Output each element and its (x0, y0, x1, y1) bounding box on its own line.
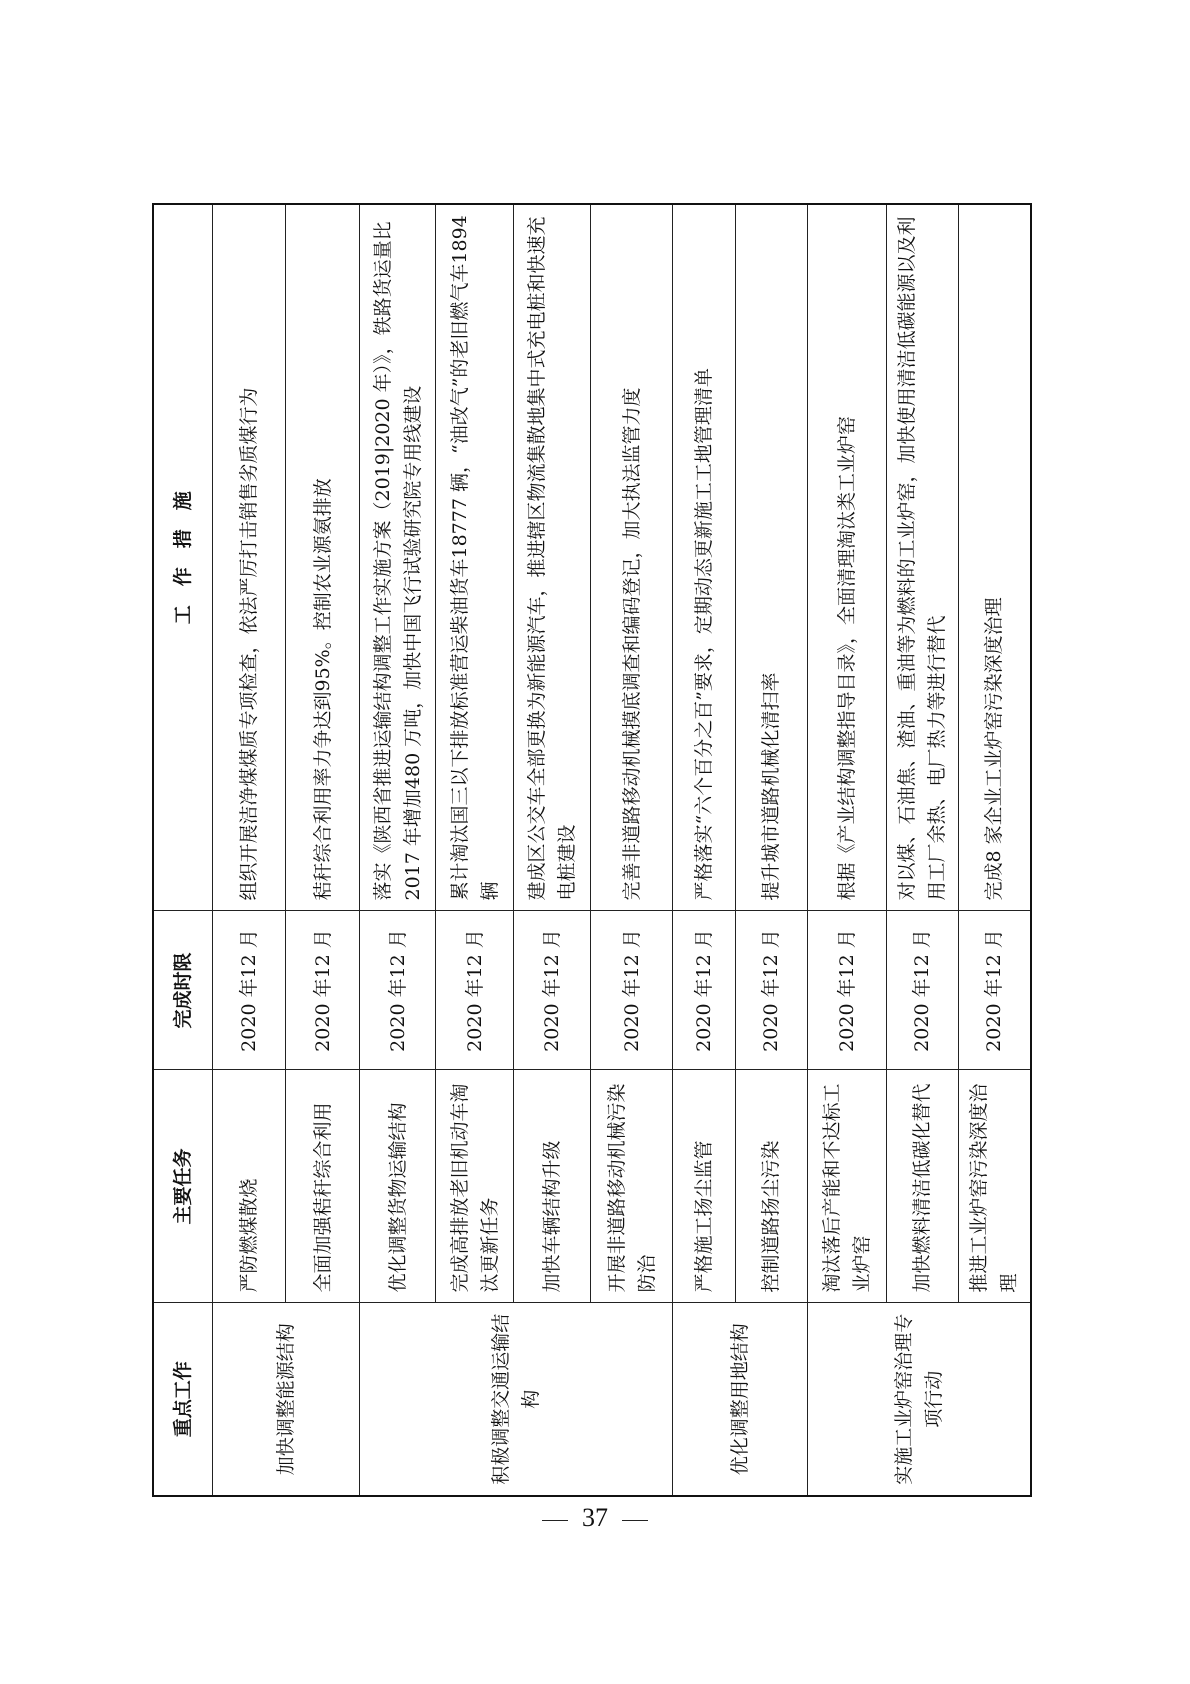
page-number-dash-left (542, 1520, 568, 1521)
measure-cell: 落实《陕西省推进运输结构调整工作实施方案（2019|2020 年）》，铁路货运量比2017 年增加480 万吨，加快中国飞行试验研究院专用线建设 (360, 204, 436, 911)
measure-cell: 完成8 家企业工业炉窑污染深度治理 (958, 204, 1031, 911)
task-cell: 严格施工扬尘监管 (672, 1070, 735, 1303)
task-cell: 严防燃煤散烧 (212, 1070, 286, 1303)
group-land-use-structure: 优化调整用地结构 (672, 1303, 807, 1496)
table-row (886, 204, 958, 1496)
table-row (212, 204, 286, 1496)
table-row (360, 204, 436, 1496)
table-row (514, 204, 591, 1496)
deadline-cell: 2020 年12 月 (807, 911, 886, 1070)
task-cell: 优化调整货物运输结构 (360, 1070, 436, 1303)
work-plan-table (152, 203, 1032, 1497)
measure-cell: 累计淘汰国三以下排放标准营运柴油货车18777 辆，“油改气”的老旧燃气车1894 辆 (436, 204, 514, 911)
deadline-cell: 2020 年12 月 (436, 911, 514, 1070)
table-row (735, 204, 807, 1496)
measure-cell: 对以煤、石油焦、渣油、重油等为燃料的工业炉窑，加快使用清洁低碳能源以及利用工厂余热、电厂热力等进行替代 (886, 204, 958, 911)
deadline-cell: 2020 年12 月 (514, 911, 591, 1070)
task-cell: 完成高排放老旧机动车淘汰更新任务 (436, 1070, 514, 1303)
task-cell: 全面加强秸秆综合利用 (286, 1070, 360, 1303)
rotated-table-wrapper (152, 205, 1032, 1497)
deadline-cell: 2020 年12 月 (672, 911, 735, 1070)
deadline-cell: 2020 年12 月 (886, 911, 958, 1070)
task-cell: 淘汰落后产能和不达标工业炉窑 (807, 1070, 886, 1303)
measure-cell: 完善非道路移动机械摸底调查和编码登记，加大执法监管力度 (591, 204, 672, 911)
table-row (436, 204, 514, 1496)
task-cell: 控制道路扬尘污染 (735, 1070, 807, 1303)
header-measures: 工 作 措 施 (153, 204, 212, 911)
group-industrial-kiln: 实施工业炉窑治理专项行动 (807, 1303, 1031, 1496)
measure-cell: 根据《产业结构调整指导目录》，全面清理淘汰类工业炉窑 (807, 204, 886, 911)
measure-cell: 组织开展洁净煤煤质专项检查，依法严厉打击销售劣质煤行为 (212, 204, 286, 911)
page-number-dash-right (622, 1520, 648, 1521)
deadline-cell: 2020 年12 月 (286, 911, 360, 1070)
deadline-cell: 2020 年12 月 (735, 911, 807, 1070)
deadline-cell: 2020 年12 月 (958, 911, 1031, 1070)
table-row (807, 204, 886, 1496)
table-header-row (153, 204, 212, 1496)
header-deadline: 完成时限 (153, 911, 212, 1070)
deadline-cell: 2020 年12 月 (360, 911, 436, 1070)
deadline-cell: 2020 年12 月 (591, 911, 672, 1070)
group-transport-structure: 积极调整交通运输结构 (360, 1303, 672, 1496)
header-key-work: 重点工作 (153, 1303, 212, 1496)
table-row (672, 204, 735, 1496)
group-energy-structure: 加快调整能源结构 (212, 1303, 360, 1496)
measure-cell: 秸秆综合利用率力争达到95%。控制农业源氨排放 (286, 204, 360, 911)
task-cell: 加快车辆结构升级 (514, 1070, 591, 1303)
measure-cell: 严格落实“六个百分之百”要求，定期动态更新施工工地管理清单 (672, 204, 735, 911)
page-number-value: 37 (582, 1503, 608, 1532)
task-cell: 开展非道路移动机械污染防治 (591, 1070, 672, 1303)
deadline-cell: 2020 年12 月 (212, 911, 286, 1070)
table-row (958, 204, 1031, 1496)
header-main-task: 主要任务 (153, 1070, 212, 1303)
task-cell: 加快燃料清洁低碳化替代 (886, 1070, 958, 1303)
table-row (591, 204, 672, 1496)
measure-cell: 提升城市道路机械化清扫率 (735, 204, 807, 911)
task-cell: 推进工业炉窑污染深度治理 (958, 1070, 1031, 1303)
page-number (0, 1503, 1190, 1533)
table-row (286, 204, 360, 1496)
measure-cell: 建成区公交车全部更换为新能源汽车，推进辖区物流集散地集中式充电桩和快速充电桩建设 (514, 204, 591, 911)
